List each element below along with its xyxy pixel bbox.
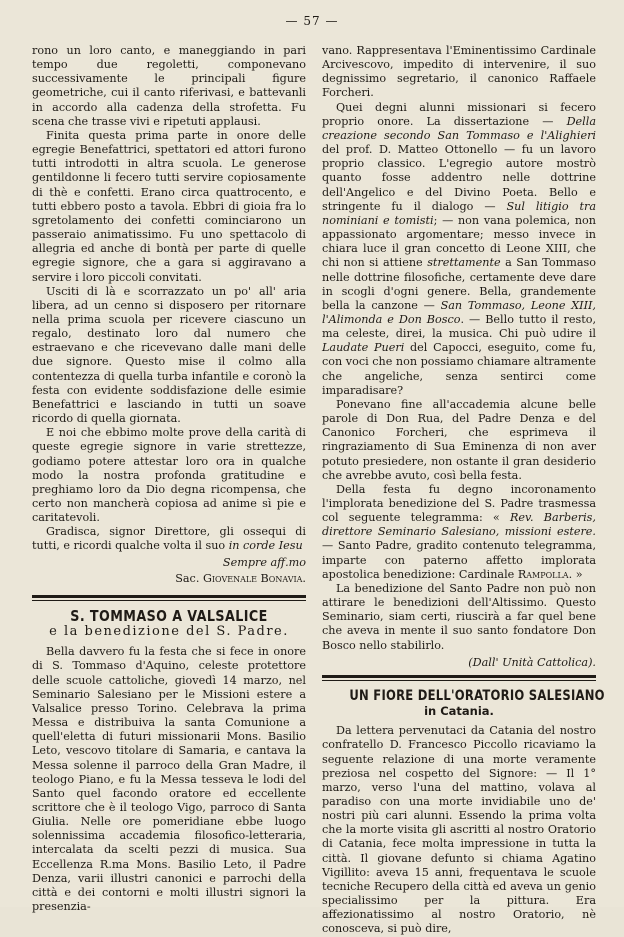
left-paragraph-5 bbox=[32, 525, 306, 553]
section-divider-thick bbox=[32, 595, 306, 598]
text-run: — Santo Padre, gradito contenuto telegramma, imparte con paterno affetto implorata apostolica benedizione: Cardinale bbox=[322, 539, 596, 581]
signature-title: Sac. bbox=[175, 571, 203, 585]
right-column bbox=[322, 44, 605, 937]
text-run: Quei degni alunni missionari si fecero proprio onore. La dissertazione — bbox=[322, 100, 596, 128]
page-number: — 57 — bbox=[285, 14, 339, 28]
article-headline-catania: UN FIORE DELL'ORATORIO SALESIANO bbox=[349, 687, 605, 704]
article-subheading-valsalice: e la benedizione del S. Padre. bbox=[49, 624, 289, 640]
section-divider-thick bbox=[322, 675, 596, 678]
right-paragraph-3: Ponevano fine all'accademia alcune belle parole di Don Rua, del Padre Denza e del Canonico Forcheri, che esprimeva il ringraziamento di Sua Eminenza di non aver potuto presiedere, non ostante il gran desiderio che avrebbe avuto, così bella festa. bbox=[322, 397, 596, 482]
left-paragraph-4: E noi che ebbimo molte prove della carità di queste egregie signore in varie strettezze, godiamo potere attestar loro ora in qualche modo la nostra profonda gratitudine e preghiamo loro da Dio degna ricompensa, che certo non mancherà copiosa ad anime sì pie e caritatevoli. bbox=[32, 426, 306, 525]
music-title: Laudate Pueri bbox=[322, 341, 405, 355]
text-run: » bbox=[572, 567, 583, 581]
section-divider-thin bbox=[32, 600, 306, 601]
dissertation-title: Della creazione secondo San Tommaso e l'Alighieri bbox=[322, 114, 596, 142]
article-source: (Dall' Unità Cattolica). bbox=[468, 655, 596, 669]
song-title: San Tommaso, Leone XIII, l'Alimonda e Don Bosco bbox=[322, 298, 596, 326]
closing-latin: in corde Iesu bbox=[228, 539, 303, 553]
text-run: ; — non vana polemica, non appassionato argomentare; messo invece in chiara luce il gran concetto di Leone XIII, che chi non si attiene bbox=[322, 213, 596, 270]
right-paragraph-4 bbox=[322, 483, 596, 582]
right-paragraph-1: vano. Rappresentava l'Eminentissimo Cardinale Arcivescovo, impedito di intervenire, il suo degnissimo segretario, il canonico Raffaele Forcheri. bbox=[322, 44, 596, 100]
telegram-address: Rev. Barberis, direttore Seminario Salesiano, missioni estere. bbox=[322, 511, 596, 539]
left-column bbox=[32, 44, 306, 914]
right-paragraph-6: Da lettera pervenutaci da Catania del nostro confratello D. Francesco Piccollo ricaviamo la seguente relazione di una morte veramente preziosa nel cospetto del Signore: — Il 1° marzo, verso l'una del mattino, volava al paradiso con una morte invidiabile uno de' nostri più cari alunni. Essendo la prima volta che la morte visita gli ascritti al nostro Oratorio di Catania, fece molta impressione in tutta la città. Il giovane defunto si chiama Agatino Vigillito: aveva 15 anni, frequentava le scuole tecniche Recupero della città ed aveva un genio specialissimo per la pittura. Era affezionatissimo al nostro Oratorio, nè conosceva, si può dire, bbox=[322, 724, 596, 936]
emphasis-word: strettamente bbox=[427, 256, 501, 270]
text-run: . — Bello tutto il resto, ma celeste, direi, la musica. Chi può udire il bbox=[322, 312, 597, 341]
dialogue-title: Sul litigio tra nominiani e tomisti bbox=[322, 199, 597, 227]
text-run: a San Tommaso nelle dottrine filosofiche, certamente deve dare in scogli d'ogni genere. Bella, grandemente bella la canzone — bbox=[322, 256, 596, 312]
left-paragraph-6: Bella davvero fu la festa che si fece in onore di S. Tommaso d'Aquino, celeste protettore delle scuole cattoliche, giovedì 14 marzo, nel Seminario Salesiano per le Missioni estere a Valsalice presso Torino. Celebrava la prima Messa e distribuiva la santa Comunione a quell'eletta di futuri missionarii Mons. Basilio Leto, vescovo titolare di Samaria, e cantava la Messa solenne il parroco della Gran Madre, il teologo Piano, e fu la Messa tesseva le lodi del Santo quel facondo oratore ed eccellente scrittore che è il teologo Vigo, parroco di Santa Giulia. Nelle ore pomeridiane ebbe luogo solennissima accademia filosofico-letteraria, intercalata da scelti pezzi di musica. Sua Eccellenza R.ma Mons. Basilio Leto, il Padre Denza, varii illustri canonici e parrochi della città e dei contorni e molti illustri signori la presenzia- bbox=[32, 645, 306, 914]
signature-greeting: Sempre aff.mo bbox=[222, 555, 306, 569]
article-subheading-catania: in Catania. bbox=[424, 704, 494, 719]
text-run: Della festa fu degno incoronamento l'implorata benedizione del S. Padre trasmessa col seguente telegramma: « bbox=[322, 482, 596, 525]
right-paragraph-5: La benedizione del Santo Padre non può non attirare le benedizioni dell'Altissimo. Questo Seminario, siam certi, riuscirà a far quel bene che avevа in mente il suo santo fondatore Don Bosco nello stabilirlo. bbox=[322, 581, 596, 652]
signature-line-1 bbox=[32, 556, 306, 570]
left-paragraph-3: Usciti di là e scorrazzato un po' all' aria libera, ad un cenno si disposero per ritornare nella prima scuola per ricevere ciascuno un regalo, destinato loro dal numero che estraevano e che ricevevano dalle mani delle due signore. Questo mise il colmo alla contentezza di quella turba infantile e coronò la festa con evidente soddisfazione delle esimie Benefattrici e lasciando in tutti un soave ricordo di quella giornata. bbox=[32, 284, 306, 426]
left-paragraph-1: rono un loro canto, e maneggiando in pari tempo due regoletti, componevano successivamente le principali figure geometriche, cui il canto riferivasi, e battevanli in accordo alla cadenza della strofetta. Fu scena che trasse vivi e ripetuti applausi. bbox=[32, 44, 306, 128]
signature-line-2 bbox=[32, 572, 306, 586]
right-paragraph-2 bbox=[322, 101, 596, 398]
left-paragraph-2: Finita questa prima parte in onore delle egregie Benefattrici, spettatori ed attori furono tutti introdotti in altra scuola. Le generose gentildonne li fecero tutti servire copiosamente di thè e confetti. Erano circa quattrocento, e tutti ebbero posto a tavola. Ebbri di gioia fra lo sgretolamento dei confetti cominciarono un passeraio animatissimo. Fu uno spettacolo di allegria ed anche di bontà per parte di quelle egregie signore, che a gara si aggiravano a servire i loro piccoli convitati. bbox=[32, 128, 306, 284]
text-run: del prof. D. Matteo Ottonello — fu un lavoro proprio classico. L'egregio autore mostrò quanto fosse addentro nelle dottrine dell'Angelico e del Divino Poeta. Bello e stringente fu il dialogo — bbox=[322, 143, 596, 213]
signature-name: Giovenale Bonavia. bbox=[202, 571, 306, 585]
article-headline-valsalice: S. TOMMASO A VALSALICE bbox=[70, 606, 268, 625]
telegram-signature: Rampolla. bbox=[517, 567, 573, 581]
section-divider-thin bbox=[322, 680, 596, 681]
text-run: del Capocci, eseguito, come fu, con voci che non possiamo chiamare altramente che angeliche, senza sentirci come imparadisare? bbox=[322, 341, 596, 397]
closing-text: Gradisca, signor Direttore, gli ossequi di tutti, e ricordi qualche volta il suo bbox=[32, 525, 306, 553]
